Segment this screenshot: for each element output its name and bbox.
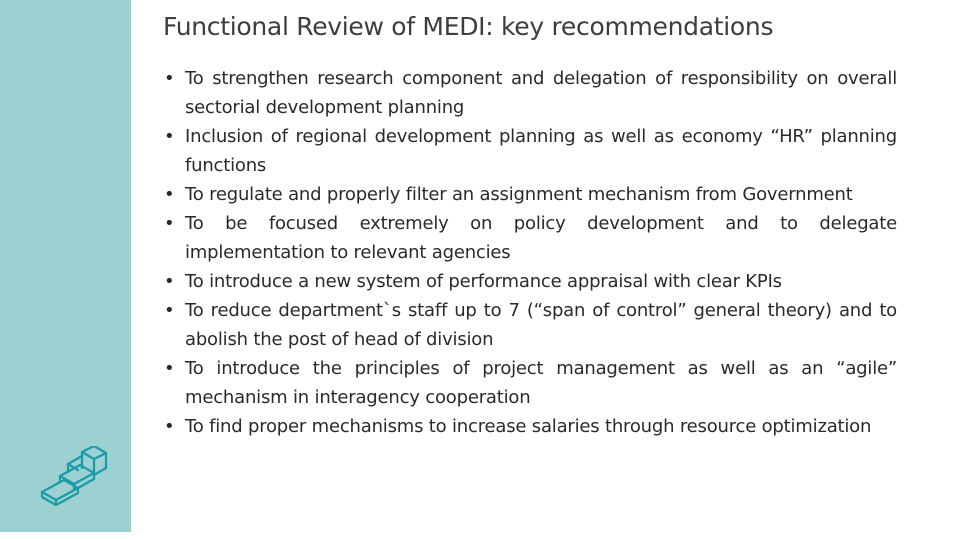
list-item	[163, 412, 897, 441]
list-item-text: To find proper mechanisms to increase salaries through resource optimization	[185, 416, 872, 437]
list-item-text: To be focused extremely on policy development and to delegate implementation to relevant agencies	[185, 213, 897, 263]
isometric-block-logo-icon	[38, 446, 108, 506]
list-item	[163, 354, 897, 412]
list-item-text: To introduce the principles of project management as well as an “agile” mechanism in interagency cooperation	[185, 358, 897, 408]
list-item-text: To regulate and properly filter an assignment mechanism from Government	[185, 184, 853, 205]
bullet-icon: •	[164, 126, 175, 147]
bullet-icon: •	[164, 300, 175, 321]
bullet-icon: •	[164, 416, 175, 437]
list-item	[163, 180, 897, 209]
list-item	[163, 122, 897, 180]
bullet-icon: •	[164, 358, 175, 379]
list-item	[163, 267, 897, 296]
bullet-icon: •	[164, 271, 175, 292]
bullet-icon: •	[164, 184, 175, 205]
list-item	[163, 209, 897, 267]
list-item-text: To reduce department`s staff up to 7 (“span of control” general theory) and to abolish the post of head of division	[185, 300, 897, 350]
bullet-icon: •	[164, 68, 175, 89]
list-item-text: Inclusion of regional development planning as well as economy “HR” planning functions	[185, 126, 897, 176]
slide-title: Functional Review of MEDI: key recommendations	[163, 12, 774, 41]
list-item	[163, 64, 897, 122]
bullet-icon: •	[164, 213, 175, 234]
list-item-text: To introduce a new system of performance appraisal with clear KPIs	[185, 271, 782, 292]
recommendations-list	[163, 64, 897, 441]
list-item	[163, 296, 897, 354]
list-item-text: To strengthen research component and delegation of responsibility on overall sectorial development planning	[185, 68, 897, 118]
